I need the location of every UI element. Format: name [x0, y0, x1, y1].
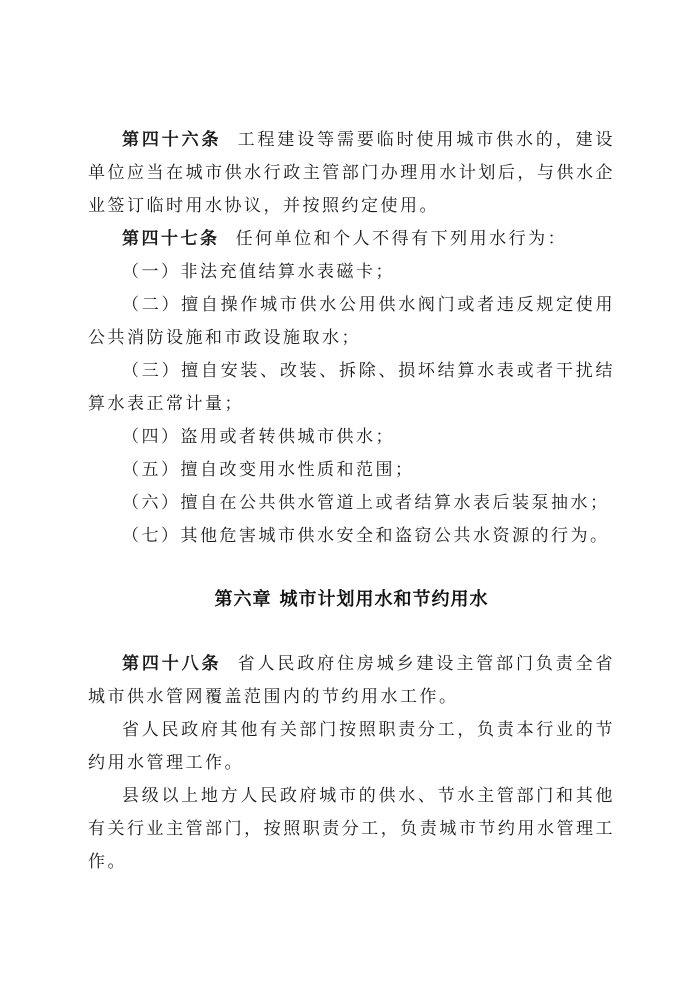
article-48-text: 省人民政府住房城乡建设主管部门负责全省城市供水管网覆盖范围内的节约用水工作。 — [88, 654, 616, 706]
article-47-text: 任何单位和个人不得有下列用水行为： — [235, 229, 568, 248]
article-46-paragraph — [88, 123, 615, 222]
chapter-number: 第六章 — [214, 589, 272, 609]
article-46-text: 工程建设等需要临时使用城市供水的，建设单位应当在城市供水行政主管部门办理用水计划后，与供水企业签订临时用水协议，并按照约定使用。 — [88, 130, 616, 215]
list-item-7: （七）其他危害城市供水安全和盗窃公共水资源的行为。 — [122, 526, 610, 545]
list-item-1: （一）非法充值结算水表磁卡； — [122, 262, 395, 281]
list-item-4: （四）盗用或者转供城市供水； — [122, 427, 395, 446]
article-47-number: 第四十七条 — [122, 229, 220, 248]
chapter-title: 城市计划用水和节约用水 — [279, 589, 489, 609]
list-item-5: （五）擅自改变用水性质和范围； — [122, 460, 415, 479]
list-item-2: （二）擅自操作城市供水公用供水阀门或者违反规定使用公共消防设施和市政设施取水； — [88, 295, 615, 347]
list-item-3: （三）擅自安装、改装、拆除、损坏结算水表或者干扰结算水表正常计量； — [88, 361, 615, 413]
article-48-paragraph — [88, 647, 615, 713]
article-48-paragraph-3: 县级以上地方人民政府城市的供水、节水主管部门和其他有关行业主管部门，按照职责分工，负责城市节约用水管理工作。 — [88, 786, 615, 871]
article-48-paragraph-2: 省人民政府其他有关部门按照职责分工，负责本行业的节约用水管理工作。 — [88, 720, 615, 772]
list-item-6: （六）擅自在公共供水管道上或者结算水表后装泵抽水； — [122, 493, 610, 512]
article-47-paragraph — [88, 222, 615, 255]
article-46-number: 第四十六条 — [122, 130, 222, 149]
article-48-number: 第四十八条 — [122, 654, 222, 673]
chapter-heading — [88, 583, 615, 616]
